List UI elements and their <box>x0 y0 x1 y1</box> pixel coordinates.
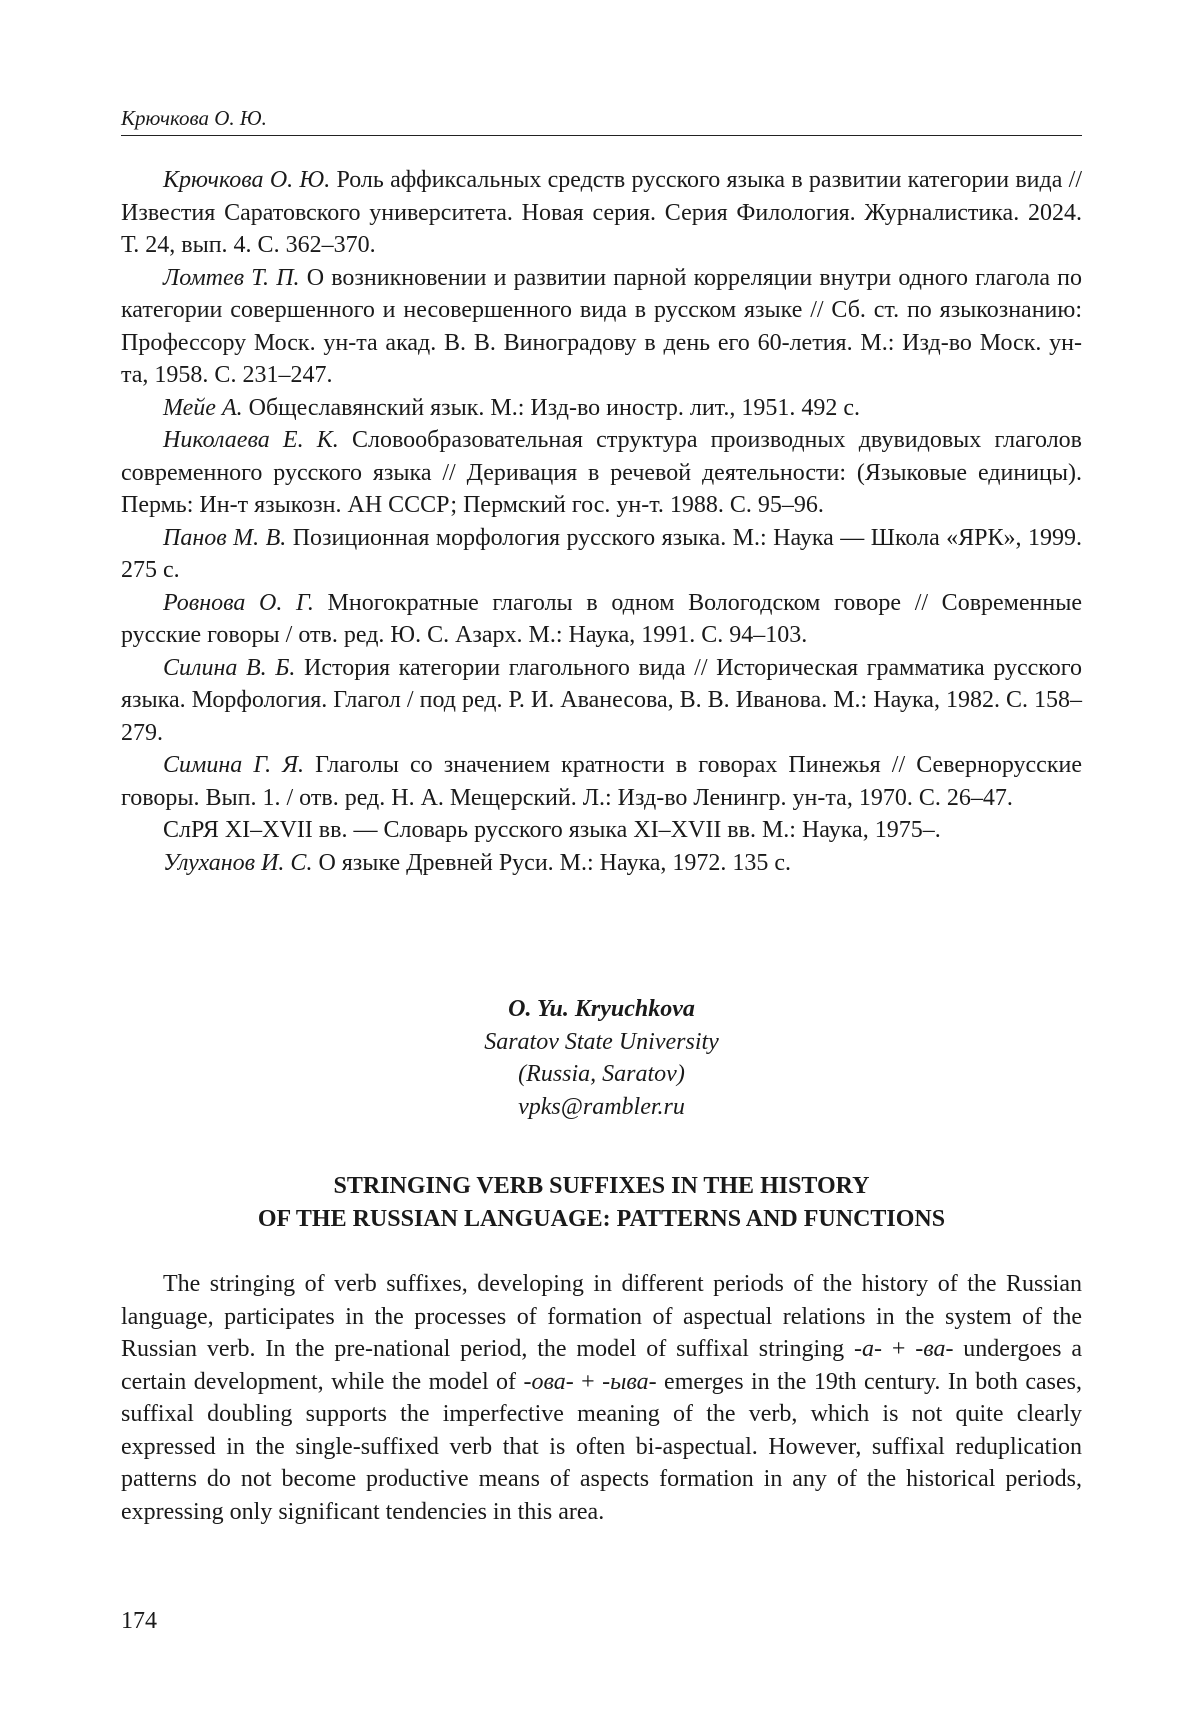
reference-author: Ровнова О. Г. <box>163 589 314 616</box>
reference-item <box>121 847 1082 880</box>
reference-item <box>121 749 1082 814</box>
article-title-line: STRINGING VERB SUFFIXES IN THE HISTORY <box>333 1173 870 1199</box>
reference-author: Ломтев Т. П. <box>163 264 300 291</box>
reference-author: Николаева Е. К. <box>163 427 339 453</box>
abstract-text: + <box>881 1336 916 1362</box>
abstract-text: emerges in the 19th century. In both cases, suffixal doubling supports the imperfective meaning of the verb, which is not quite clearly expressed in the single-suffixed verb that is often bi-aspectual. However, suffixal reduplication patterns do not become productive means of aspects formation in any of the historical periods, expressing only significant tendencies in this area. <box>121 1368 1082 1525</box>
running-head-text: Крючкова О. Ю. <box>121 106 267 130</box>
reference-item <box>121 587 1082 652</box>
abstract-text: + <box>573 1368 603 1395</box>
author-affiliation: Saratov State University <box>484 1028 719 1055</box>
author-email: vpks@rambler.ru <box>518 1093 685 1120</box>
reference-text: О языке Древней Руси. М.: Наука, 1972. 135 с. <box>312 849 792 876</box>
reference-list <box>121 164 1082 879</box>
reference-author: Мейе А. <box>163 394 243 421</box>
reference-text: Общеславянский язык. М.: Изд-во иностр. лит., 1951. 492 с. <box>242 394 861 421</box>
author-name: O. Yu. Kryuchkova <box>508 996 695 1022</box>
document-page <box>121 0 1082 1710</box>
reference-item <box>121 814 1082 847</box>
author-block <box>121 993 1082 1123</box>
reference-item <box>121 262 1082 392</box>
suffix-example: -ыва- <box>602 1368 657 1395</box>
page-number: 174 <box>121 1608 157 1634</box>
reference-author: Силина В. Б. <box>163 654 296 681</box>
reference-item <box>121 164 1082 262</box>
reference-text: Роль аффиксальных средств русского языка в развитии категории вида // Известия Саратовского университета. Новая серия. Серия Филология. Журналистика. 2024. Т. 24, вып. 4. С. 362–370. <box>121 167 1082 258</box>
reference-author: Улуханов И. С. <box>163 849 313 876</box>
suffix-example: -а- <box>854 1336 882 1362</box>
reference-text: О возникновении и развитии парной корреляции внутри одного глагола по категории совершенного и несовершенного вида в русском языке // Сб. ст. по языкознанию: Профессору Моск. ун-та акад. В. В. Виноградову в день его 60-летия. М.: Изд-во Моск. ун-та, 1958. С. 231–247. <box>121 264 1082 388</box>
suffix-example: -ва- <box>915 1336 954 1362</box>
abstract <box>121 1268 1082 1528</box>
reference-item <box>121 652 1082 750</box>
reference-text: СлРЯ XI–XVII вв. — Словарь русского языка XI–XVII вв. М.: Наука, 1975–. <box>163 817 941 843</box>
running-head <box>121 98 1082 136</box>
suffix-example: -ова- <box>523 1368 574 1395</box>
reference-text: История категории глагольного вида // Историческая грамматика русского языка. Морфология. Глагол / под ред. Р. И. Аванесова, В. В. Иванова. М.: Наука, 1982. С. 158–279. <box>121 654 1082 746</box>
reference-author: Панов М. В. <box>163 524 287 551</box>
reference-text: Многократные глаголы в одном Вологодском говоре // Современные русские говоры / отв. ред. Ю. С. Азарх. М.: Наука, 1991. С. 94–103. <box>121 589 1082 648</box>
reference-text: Глаголы со значением кратности в говорах Пинежья // Севернорусские говоры. Вып. 1. / отв. ред. Н. А. Мещерский. Л.: Изд-во Ленингр. ун-та, 1970. С. 26–47. <box>121 752 1082 811</box>
reference-item <box>121 424 1082 522</box>
author-location: (Russia, Saratov) <box>518 1061 685 1087</box>
abstract-text: undergoes a certain development, while the model of <box>121 1336 1082 1395</box>
article-title <box>121 1170 1082 1235</box>
reference-author: Крючкова О. Ю. <box>163 167 331 193</box>
reference-author: Симина Г. Я. <box>163 752 305 778</box>
article-title-line: OF THE RUSSIAN LANGUAGE: PATTERNS AND FUNCTIONS <box>257 1205 946 1232</box>
reference-text: Словообразовательная структура производных двувидовых глаголов современного русского языка // Деривация в речевой деятельности: (Языковые единицы). Пермь: Ин-т языкозн. АН СССР; Пермский гос. ун-т. 1988. С. 95–96. <box>121 427 1083 518</box>
reference-item <box>121 522 1082 587</box>
reference-item <box>121 392 1082 425</box>
abstract-text: The stringing of verb suffixes, developing in different periods of the history of the Russian language, participates in the processes of formation of aspectual relations in the system of the Russian verb. In the pre-national period, the model of suffixal stringing <box>121 1271 1082 1362</box>
reference-text: Позиционная морфология русского языка. М.: Наука — Школа «ЯРК», 1999. 275 с. <box>121 524 1082 583</box>
